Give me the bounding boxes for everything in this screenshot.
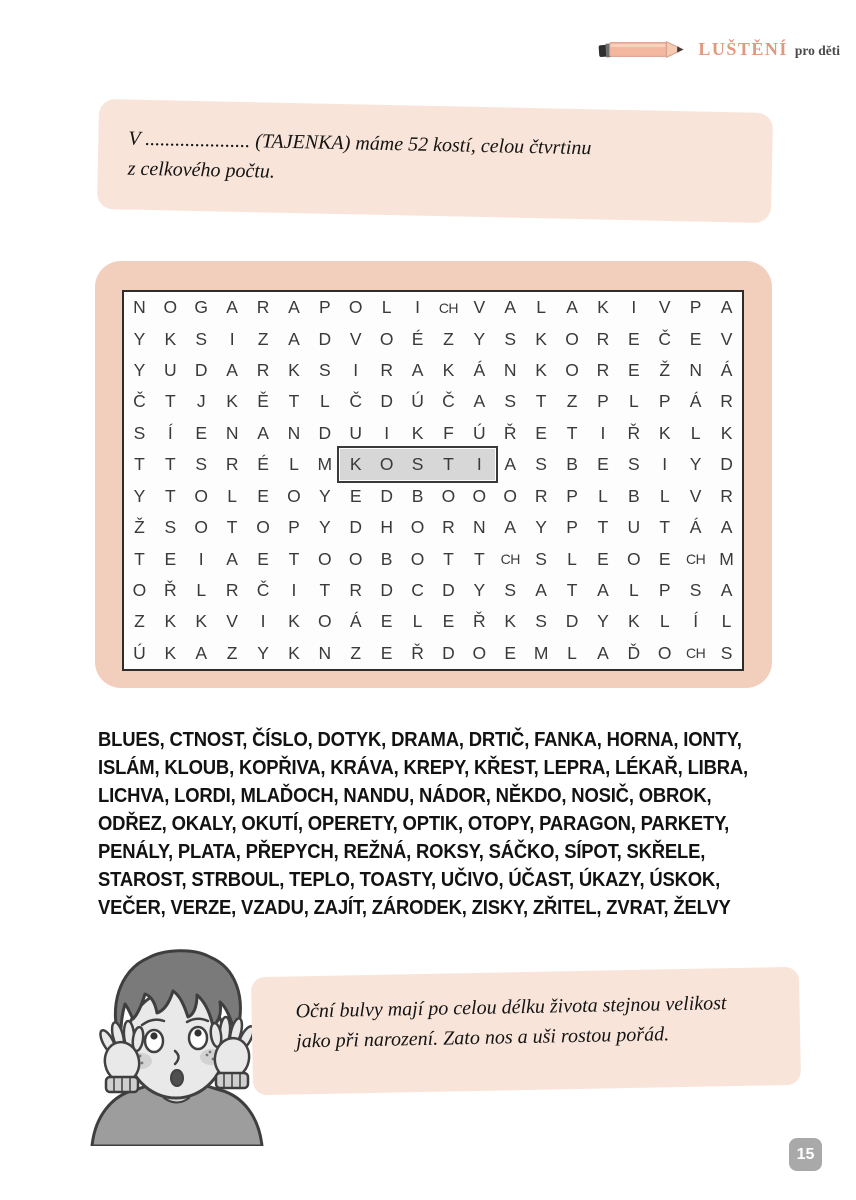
grid-cell: Ř: [411, 642, 424, 663]
grid-cell: K: [288, 642, 300, 663]
grid-cell: K: [164, 642, 177, 663]
grid-cell: M: [317, 454, 333, 475]
grid-cell: L: [659, 485, 670, 506]
clue-line-1: V ..................... (TAJENKA) máme 52 kostí, celou čtvrtinu: [128, 127, 592, 160]
grid-cell: T: [134, 548, 145, 569]
grid-cell: Y: [473, 579, 486, 600]
grid-cell: O: [163, 297, 178, 318]
grid-cell: N: [473, 517, 486, 538]
grid-cell: I: [662, 454, 668, 475]
grid-cell: O: [318, 548, 332, 569]
grid-cell: O: [565, 328, 579, 349]
grid-cell: Í: [167, 422, 173, 443]
grid-cell: K: [720, 422, 733, 443]
grid-cell: I: [464, 449, 495, 480]
grid-cell: CH: [686, 551, 706, 568]
grid-cell: T: [473, 548, 485, 569]
grid-cell: L: [659, 611, 670, 632]
grid-cell: T: [535, 391, 547, 412]
clue-text: [97, 99, 773, 197]
grid-cell: R: [225, 579, 239, 600]
grid-cell: E: [658, 548, 671, 569]
grid-cell: Y: [535, 517, 547, 538]
grid-cell: O: [472, 485, 487, 506]
grid-cell: K: [535, 328, 547, 349]
grid-cell: O: [627, 548, 641, 569]
grid-cell: P: [597, 391, 609, 412]
grid-cell: E: [164, 548, 177, 569]
grid-cell: Č: [349, 391, 363, 412]
grid-cell: E: [597, 454, 609, 475]
grid-cell: Y: [133, 328, 146, 349]
grid-cell: K: [340, 449, 371, 480]
grid-cell: Č: [442, 391, 455, 412]
grid-cell: Ú: [473, 422, 486, 443]
grid-cell: R: [256, 360, 270, 381]
grid-cell: A: [504, 454, 517, 475]
grid-cell: N: [133, 297, 146, 318]
grid-cell: Y: [473, 328, 486, 349]
grid-cell: T: [164, 485, 176, 506]
grid-cell: R: [225, 454, 239, 475]
grid-cell: E: [628, 328, 640, 349]
grid-cell: D: [349, 517, 363, 538]
grid-cell: L: [196, 579, 207, 600]
grid-cell: Á: [689, 517, 702, 538]
grid-cell: R: [596, 328, 610, 349]
grid-cell: K: [535, 360, 547, 381]
grid-cell: T: [288, 548, 300, 569]
grid-cell: L: [628, 579, 639, 600]
grid-cell: N: [689, 360, 702, 381]
grid-cell: E: [504, 642, 517, 663]
grid-cell: K: [164, 328, 177, 349]
word-list: BLUES, CTNOST, ČÍSLO, DOTYK, DRAMA, DRTIČ, FANKA, HORNA, IONTY, ISLÁM, KLOUB, KOPŘIVA, KRÁVA, KREPY, KŘEST, LEPRA, LÉKAŘ, LIBRA, LICHVA, LORDI, MLAĎOCH, NANDU, NÁDOR, NĚKDO, NOSIČ, OBROK, ODŘEZ, OKALY, OKUTÍ, OPERETY, OPTIK, OTOPY, PARAGON, PARKETY, PENÁLY, PLATA, PŘEPYCH, REŽNÁ, ROKSY, SÁČKO, SÍPOT, SKŘELE, STAROST, STRBOUL, TEPLO, TOASTY, UČIVO, ÚČAST, ÚKAZY, ÚSKOK, VEČER, VERZE, VZADU, ZAJÍT, ZÁRODEK, ZISKY, ZŘITEL, ZVRAT, ŽELVY: [98, 728, 748, 919]
grid-cell: R: [720, 391, 733, 412]
grid-cell: Ú: [411, 391, 424, 412]
grid-cell: Ž: [659, 360, 671, 381]
grid-cell: T: [659, 517, 671, 538]
grid-cell: O: [472, 642, 487, 663]
grid-cell: P: [658, 579, 671, 600]
grid-cell: D: [380, 391, 393, 412]
grid-cell: L: [567, 642, 577, 663]
grid-cell: K: [164, 611, 177, 632]
grid-cell: U: [349, 422, 363, 443]
clue-box: [97, 99, 773, 223]
grid-cell: E: [597, 548, 609, 569]
grid-cell: Z: [350, 642, 362, 663]
grid-cell: Ď: [627, 642, 641, 663]
grid-cell: M: [719, 548, 734, 569]
fact-text: Oční bulvy mají po celou délku života stejnou velikost jako při narození. Zato nos a uši rostou pořád.: [295, 992, 727, 1053]
grid-cell: E: [195, 422, 208, 443]
grid-cell: S: [402, 449, 433, 480]
grid-cell: A: [288, 297, 300, 318]
grid-cell: J: [196, 391, 206, 412]
grid-cell: Č: [658, 328, 672, 349]
grid-cell: S: [504, 391, 517, 412]
grid-cell: P: [689, 297, 702, 318]
grid-cell: T: [443, 548, 454, 569]
grid-cell: O: [132, 579, 147, 600]
page-header: [596, 36, 840, 62]
grid-cell: V: [720, 328, 733, 349]
grid-cell: P: [288, 517, 300, 538]
grid-cell: B: [380, 548, 393, 569]
grid-cell: Z: [443, 328, 454, 349]
grid-cell: L: [721, 611, 732, 632]
grid-cell: T: [566, 579, 578, 600]
grid-cell: B: [411, 485, 424, 506]
grid-cell: Ž: [134, 517, 145, 538]
grid-cell: A: [257, 422, 269, 443]
grid-cell: I: [260, 611, 266, 632]
grid-cell: K: [195, 611, 208, 632]
grid-cell: L: [628, 391, 639, 412]
grid-cell: R: [256, 297, 270, 318]
grid-cell: T: [597, 517, 609, 538]
grid-cell: A: [288, 328, 300, 349]
grid-cell: K: [504, 611, 517, 632]
grid-cell: P: [566, 485, 578, 506]
grid-cell: O: [503, 485, 518, 506]
grid-cell: A: [597, 579, 609, 600]
grid-cell: T: [134, 454, 145, 475]
grid-cell: A: [535, 579, 547, 600]
boy-illustration: [80, 944, 274, 1146]
grid-cell: T: [164, 454, 176, 475]
grid-cell: D: [380, 485, 393, 506]
grid-cell: CH: [500, 551, 520, 568]
grid-cell: Z: [226, 642, 238, 663]
grid-cell: O: [410, 548, 425, 569]
grid-cell: E: [349, 485, 362, 506]
grid-cell: T: [566, 422, 578, 443]
grid-cell: I: [229, 328, 235, 349]
grid-cell: S: [720, 642, 733, 663]
grid-cell: D: [720, 454, 733, 475]
grid-cell: I: [198, 548, 204, 569]
grid-cell: Y: [133, 485, 146, 506]
grid-cell: O: [565, 360, 579, 381]
grid-cell: Á: [349, 611, 362, 632]
grid-cell: S: [133, 422, 146, 443]
grid-cell: K: [226, 391, 238, 412]
grid-cell: V: [473, 297, 486, 318]
grid-cell: N: [287, 422, 301, 443]
grid-cell: CH: [438, 299, 459, 316]
grid-cell: O: [657, 642, 672, 663]
grid-cell: O: [441, 485, 456, 506]
grid-cell: Y: [597, 611, 609, 632]
grid-cell: O: [194, 485, 209, 506]
grid-cell: S: [535, 548, 547, 569]
grid-cell: Z: [257, 328, 269, 349]
fact-box: [251, 967, 801, 1095]
grid-cell: E: [535, 422, 547, 443]
grid-cell: R: [596, 360, 610, 381]
grid-cell: S: [535, 454, 547, 475]
grid-cell: V: [349, 328, 362, 349]
grid-cell: V: [226, 611, 238, 632]
grid-cell: N: [503, 360, 517, 381]
grid-cell: N: [225, 422, 239, 443]
grid-cell: L: [412, 611, 423, 632]
grid-cell: D: [194, 360, 208, 381]
grid-cell: E: [380, 642, 393, 663]
grid-cell: I: [415, 297, 420, 318]
grid-cell: D: [318, 328, 332, 349]
grid-cell: D: [565, 611, 579, 632]
grid-cell: S: [195, 454, 208, 475]
grid-cell: B: [566, 454, 578, 475]
grid-cell: Ě: [257, 391, 269, 412]
grid-cell: A: [226, 548, 238, 569]
grid-cell: R: [380, 360, 393, 381]
grid-cell: A: [226, 297, 238, 318]
grid-cell: O: [410, 517, 425, 538]
grid-cell: Ř: [503, 422, 517, 443]
grid-cell: M: [533, 642, 549, 663]
grid-cell: O: [379, 328, 394, 349]
page-number-badge: 15: [789, 1138, 822, 1171]
grid-cell: Ř: [473, 611, 486, 632]
grid-cell: E: [628, 360, 640, 381]
grid-cell: A: [226, 360, 238, 381]
grid-cell: E: [380, 611, 393, 632]
grid-cell: P: [319, 297, 331, 318]
grid-cell: Í: [693, 611, 699, 632]
grid-cell: I: [384, 422, 390, 443]
page-title: [698, 39, 840, 60]
grid-cell: L: [319, 391, 330, 412]
grid-cell: O: [371, 449, 402, 480]
grid-cell: T: [226, 517, 238, 538]
grid-cell: D: [318, 422, 332, 443]
grid-cell: O: [348, 297, 363, 318]
grid-cell: S: [535, 611, 547, 632]
grid-cell: S: [195, 328, 208, 349]
grid-cell: S: [504, 579, 517, 600]
grid-cell: Z: [566, 391, 578, 412]
grid-cell: K: [288, 360, 300, 381]
grid-cell: Ř: [164, 579, 177, 600]
grid-cell: O: [318, 611, 332, 632]
grid-cell: R: [349, 579, 363, 600]
grid-cell: B: [628, 485, 640, 506]
grid-cell: A: [504, 517, 517, 538]
word-search-grid: [122, 290, 744, 671]
clue-line-2: z celkového počtu.: [127, 157, 276, 183]
grid-cell: I: [631, 297, 637, 318]
grid-cell: K: [442, 360, 455, 381]
grid-cell: L: [690, 422, 701, 443]
grid-cell: N: [318, 642, 332, 663]
grid-cell: Á: [689, 391, 702, 412]
grid-cell: I: [600, 422, 606, 443]
grid-cell: Y: [319, 485, 331, 506]
grid-cell: É: [257, 454, 269, 475]
grid-cell: A: [504, 297, 517, 318]
grid-cell: S: [628, 454, 640, 475]
grid-cell: I: [353, 360, 359, 381]
grid-cell: C: [411, 579, 424, 600]
grid-cell: E: [442, 611, 455, 632]
grid-cell: E: [257, 485, 269, 506]
grid-cell: CH: [686, 645, 706, 662]
puzzle-panel: [95, 261, 772, 688]
grid-cell: P: [566, 517, 578, 538]
grid-cell: Č: [256, 579, 270, 600]
grid-cell: K: [411, 422, 424, 443]
grid-cell: L: [289, 454, 299, 475]
grid-cell: S: [164, 517, 177, 538]
grid-cell: O: [348, 548, 363, 569]
grid-cell: D: [442, 642, 455, 663]
grid-cell: T: [164, 391, 176, 412]
grid-cell: S: [689, 579, 702, 600]
grid-cell: U: [164, 360, 177, 381]
grid-cell: Ú: [133, 642, 146, 663]
grid-cell: K: [288, 611, 300, 632]
page-title-accent: LUŠTĚNÍ: [698, 38, 788, 59]
grid-cell: I: [291, 579, 297, 600]
grid-cell: L: [536, 297, 546, 318]
grid-cell: E: [689, 328, 702, 349]
grid-cell: D: [442, 579, 455, 600]
grid-cell: Č: [133, 391, 146, 412]
grid-cell: G: [194, 297, 209, 318]
grid-cell: Y: [257, 642, 269, 663]
grid-cell: O: [256, 517, 270, 538]
grid-cell: K: [658, 422, 671, 443]
grid-cell: O: [194, 517, 209, 538]
grid-cell: Ř: [627, 422, 641, 443]
grid-cell: A: [411, 360, 424, 381]
grid-cell: A: [473, 391, 486, 412]
grid-cell: F: [443, 422, 454, 443]
grid-cell: É: [411, 328, 424, 349]
grid-cell: T: [319, 579, 331, 600]
grid-cell: L: [227, 485, 237, 506]
grid-cell: A: [566, 297, 578, 318]
grid-cell: Y: [689, 454, 702, 475]
grid-cell: S: [504, 328, 517, 349]
pencil-icon: [596, 36, 684, 62]
page-title-subtitle: pro děti: [794, 42, 840, 58]
grid-cell: Á: [473, 360, 486, 381]
grid-cell: K: [628, 611, 640, 632]
grid-cell: H: [380, 517, 393, 538]
grid-cell: V: [689, 485, 702, 506]
grid-cell: T: [288, 391, 300, 412]
grid-cell: R: [720, 485, 733, 506]
grid-cell: L: [567, 548, 577, 569]
grid-cell: Z: [134, 611, 145, 632]
grid-cell: A: [720, 517, 733, 538]
grid-cell: A: [720, 297, 733, 318]
grid-cell: O: [287, 485, 301, 506]
grid-cell: Á: [720, 360, 733, 381]
grid-cell: E: [257, 548, 269, 569]
grid-cell: L: [381, 297, 392, 318]
grid-cell: D: [380, 579, 393, 600]
grid-cell: S: [319, 360, 331, 381]
grid-cell: Y: [319, 517, 331, 538]
grid-cell: A: [720, 579, 733, 600]
grid-cell: R: [534, 485, 548, 506]
grid-cell: P: [658, 391, 671, 412]
grid-cell: A: [597, 642, 609, 663]
grid-cell: R: [442, 517, 455, 538]
grid-cell: U: [627, 517, 641, 538]
grid-cell: A: [195, 642, 208, 663]
grid-cell: K: [597, 297, 609, 318]
grid-cell: L: [598, 485, 608, 506]
grid-cell: Y: [133, 360, 146, 381]
grid-cell: T: [433, 449, 464, 480]
grid-cell: V: [658, 297, 671, 318]
